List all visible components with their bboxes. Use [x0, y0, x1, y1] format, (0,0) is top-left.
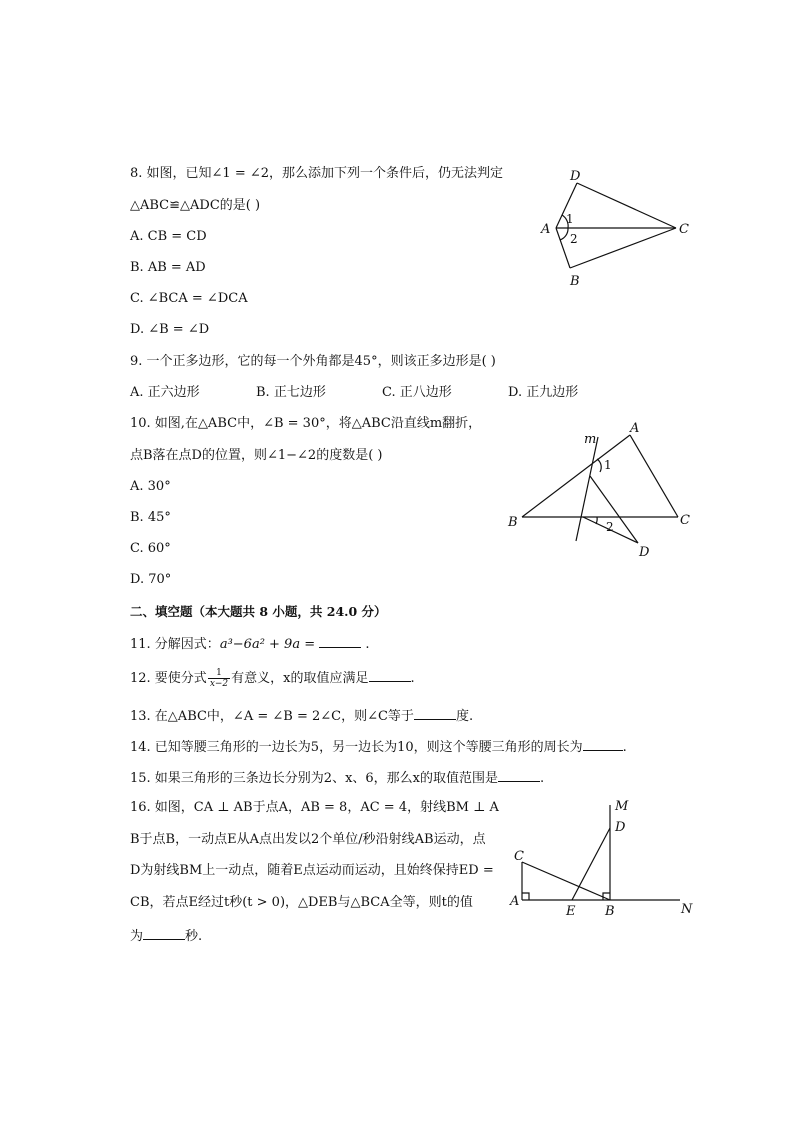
q12-middle: 有意义，x的取值应满足 — [231, 671, 369, 686]
q10-label-c: C — [680, 513, 690, 528]
q16-stem-line4: CB，若点E经过t秒(t > 0)，△DEB与△BCA全等，则t的值 — [130, 895, 473, 910]
q14-answer-blank[interactable] — [583, 736, 623, 751]
q9-option-b: B. 正七边形 — [256, 385, 326, 400]
q15-line — [130, 767, 544, 789]
q9-option-d: D. 正九边形 — [508, 385, 579, 400]
q12-fraction — [208, 668, 230, 689]
q16-label-c: C — [514, 849, 524, 864]
q11-prefix: 11. 分解因式： — [130, 637, 220, 652]
q10-option-d: D. 70° — [130, 572, 172, 587]
q10-label-a: A — [630, 421, 640, 436]
q16-label-b: B — [605, 904, 615, 919]
q12-fraction-denominator: x−2 — [209, 679, 229, 689]
q11-suffix: . — [361, 637, 370, 652]
q16-label-d: D — [615, 820, 626, 835]
q16-stem-line3: D为射线BM上一动点，随着E点运动而运动，且始终保持ED = — [130, 863, 494, 878]
q10-segment-fold-lower — [583, 517, 638, 543]
q8-option-a: A. CB = CD — [130, 229, 207, 244]
q10-angle1-arc — [597, 459, 601, 472]
q16-segment-cb — [522, 862, 610, 900]
q16-label-e: E — [566, 904, 576, 919]
q8-label-a: A — [541, 222, 551, 237]
q12-answer-blank[interactable] — [369, 667, 411, 682]
q10-line-m — [576, 437, 598, 541]
q10-option-c: C. 60° — [130, 541, 171, 556]
q15-prefix: 15. 如果三角形的三条边长分别为2、x、6，那么x的取值范围是 — [130, 771, 499, 786]
q8-label-angle2: 2 — [570, 232, 578, 246]
q14-suffix: . — [622, 740, 627, 755]
q16-right-angle-a — [522, 893, 529, 900]
q11-line — [130, 633, 370, 655]
q15-answer-blank[interactable] — [498, 767, 540, 782]
q16-label-n: N — [681, 902, 693, 917]
q14-prefix: 14. 已知等腰三角形的一边长为5，另一边长为10，则这个等腰三角形的周长为 — [130, 740, 583, 755]
q13-suffix: 度. — [455, 709, 474, 724]
q13-answer-blank[interactable] — [414, 705, 456, 720]
q8-segment-ab — [556, 228, 570, 268]
q16-line5-suffix: 秒. — [185, 929, 203, 944]
q8-segment-bc — [570, 228, 676, 268]
q16-segment-ed — [572, 828, 610, 900]
q8-option-c: C. ∠BCA = ∠DCA — [130, 291, 248, 306]
q10-label-m: m — [584, 432, 597, 447]
q8-angle2-arc — [560, 228, 568, 240]
q13-line — [130, 705, 473, 727]
q11-expression: a³−6a² + 9a = — [219, 637, 320, 652]
q16-label-m: M — [615, 799, 629, 814]
q10-label-b: B — [508, 515, 518, 530]
q8-stem-line2: △ABC≌△ADC的是( ) — [130, 198, 261, 213]
q11-answer-blank[interactable] — [319, 633, 361, 648]
q16-stem-line2: B于点B，一动点E从A点出发以2个单位/秒沿射线AB运动，点 — [130, 832, 486, 847]
q8-stem-line1: 8. 如图，已知∠1 = ∠2，那么添加下列一个条件后，仍无法判定 — [130, 166, 504, 181]
q16-label-a: A — [510, 894, 520, 909]
q9-option-c: C. 正八边形 — [382, 385, 452, 400]
q10-option-a: A. 30° — [130, 479, 171, 494]
q8-label-b: B — [570, 274, 580, 289]
q9-stem: 9. 一个正多边形，它的每一个外角都是45°，则该正多边形是( ) — [130, 354, 496, 369]
q12-line — [130, 666, 415, 692]
q16-right-angle-b — [603, 893, 610, 900]
q13-prefix: 13. 在△ABC中，∠A = ∠B = 2∠C，则∠C等于 — [130, 709, 414, 724]
q10-label-angle1: 1 — [604, 458, 612, 472]
q8-label-c: C — [679, 222, 689, 237]
q10-option-b: B. 45° — [130, 510, 171, 525]
q14-line — [130, 736, 627, 758]
q16-stem-line5 — [130, 925, 202, 947]
q16-stem-line1: 16. 如图，CA ⊥ AB于点A，AB = 8，AC = 4，射线BM ⊥ A — [130, 800, 499, 815]
q16-line5-prefix: 为 — [130, 929, 144, 944]
q10-label-d: D — [639, 545, 650, 560]
q8-option-d: D. ∠B = ∠D — [130, 322, 210, 337]
q8-option-b: B. AB = AD — [130, 260, 206, 275]
q10-segment-fold-upper — [590, 476, 638, 543]
q8-segment-dc — [577, 183, 676, 228]
q8-angle1-arc — [562, 215, 568, 228]
q16-answer-blank[interactable] — [143, 925, 185, 940]
q10-stem-line2: 点B落在点D的位置，则∠1−∠2的度数是( ) — [130, 448, 383, 463]
section-heading: 二、填空题（本大题共 8 小题，共 24.0 分） — [130, 604, 387, 619]
q10-segment-ac — [630, 435, 678, 517]
q12-fraction-numerator: 1 — [208, 668, 230, 679]
q10-segment-ab — [522, 435, 630, 517]
q12-prefix: 12. 要使分式 — [130, 671, 207, 686]
q12-suffix: . — [410, 671, 415, 686]
q9-option-a: A. 正六边形 — [130, 385, 200, 400]
q10-label-angle2: 2 — [606, 520, 614, 534]
q8-label-d: D — [570, 169, 581, 184]
q10-angle2-arc — [596, 517, 597, 524]
q8-label-angle1: 1 — [566, 212, 574, 226]
q10-stem-line1: 10. 如图,在△ABC中，∠B = 30°，将△ABC沿直线m翻折， — [130, 416, 482, 431]
q8-segment-ad — [556, 183, 577, 228]
q15-suffix: . — [540, 771, 545, 786]
